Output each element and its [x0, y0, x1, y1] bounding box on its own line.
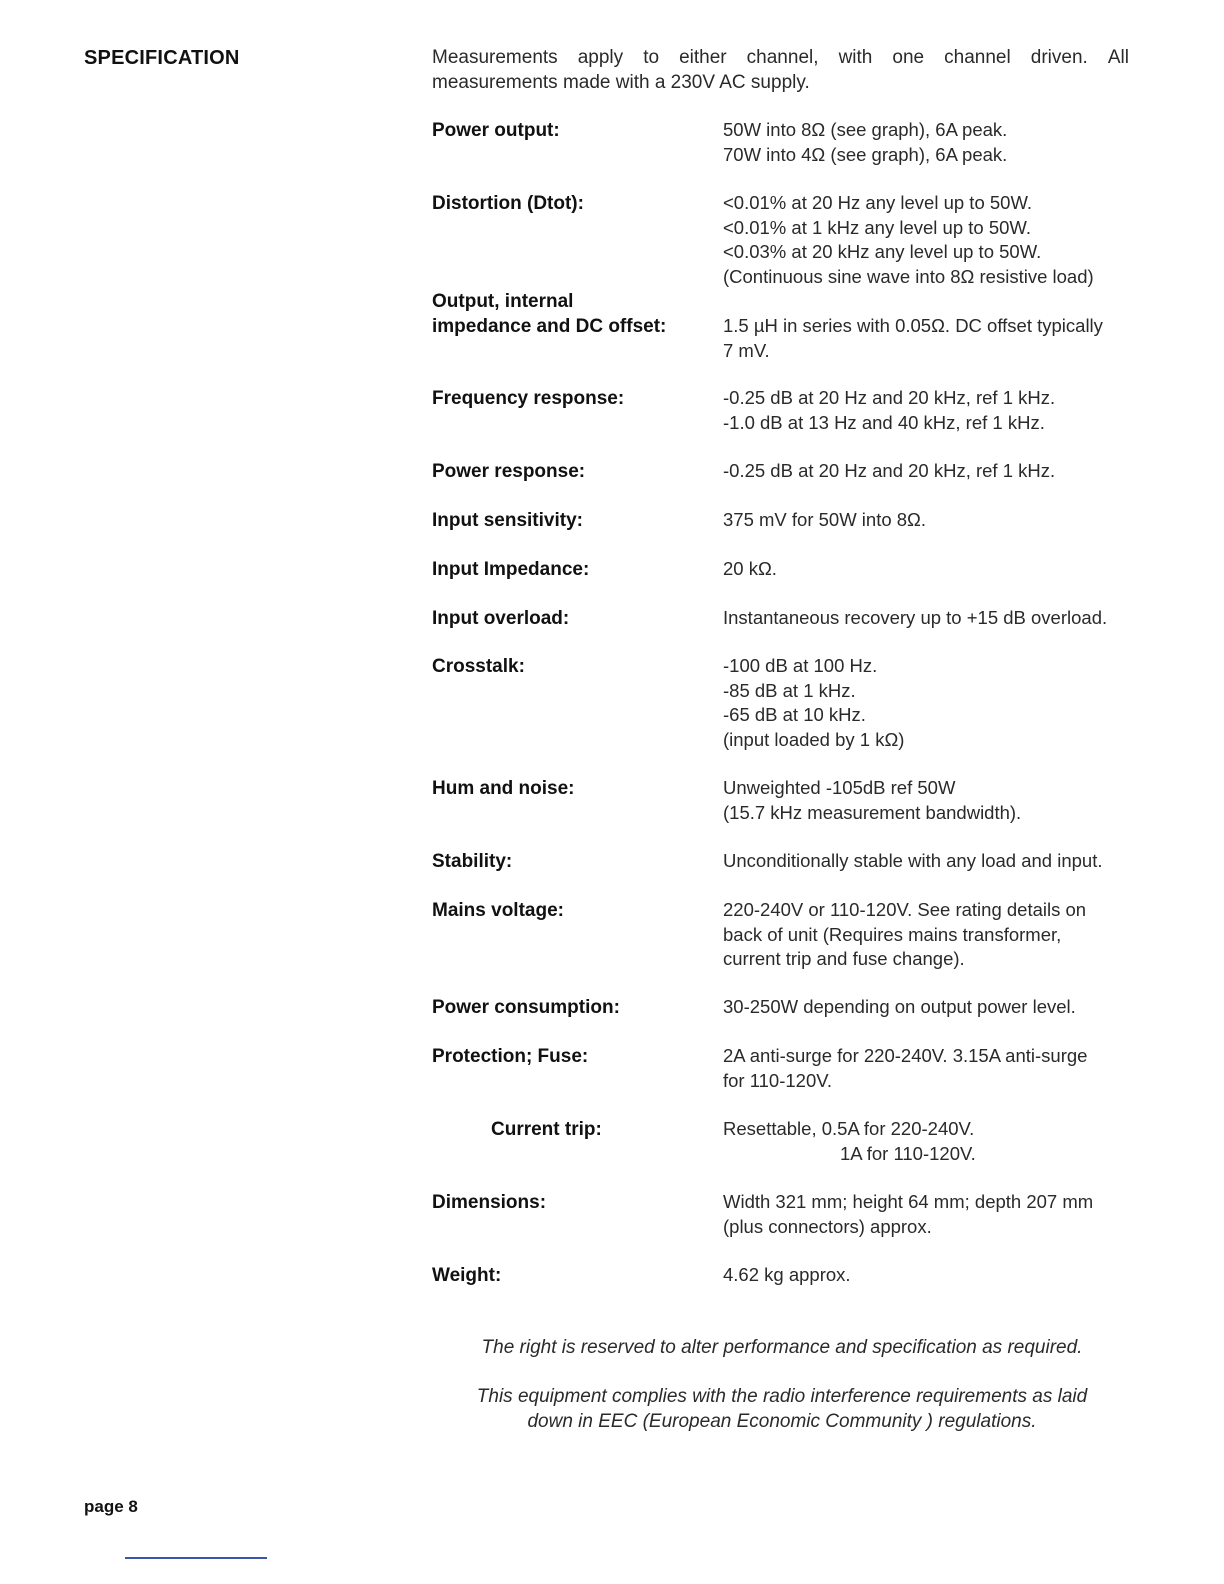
spec-value: 2A anti-surge for 220-240V. 3.15A anti-surge for 110-120V.	[723, 1045, 1088, 1091]
spec-label: Power output:	[432, 120, 560, 141]
spec-label: Dimensions:	[432, 1192, 547, 1213]
intro-word: either	[679, 47, 727, 68]
intro-word: channel	[944, 47, 1011, 68]
spec-value: Unweighted -105dB ref 50W (15.7 kHz measurement bandwidth).	[723, 777, 1022, 823]
section-title: SPECIFICATION	[84, 47, 240, 69]
spec-value: 375 mV for 50W into 8Ω.	[723, 509, 927, 530]
spec-value: Instantaneous recovery up to +15 dB overload.	[723, 607, 1108, 628]
spec-label: Stability:	[432, 851, 513, 872]
intro-word: channel,	[746, 47, 819, 68]
spec-value: 4.62 kg approx.	[723, 1264, 851, 1285]
intro-word: with	[838, 47, 873, 68]
spec-label: Input overload:	[432, 608, 570, 629]
spec-value: -100 dB at 100 Hz. -85 dB at 1 kHz. -65 dB at 10 kHz. (input loaded by 1 kΩ)	[723, 655, 905, 750]
page-number: page 8	[84, 1497, 138, 1516]
intro-word: Measurements	[432, 47, 558, 68]
spec-label: Power response:	[432, 461, 586, 482]
spec-label: Hum and noise:	[432, 778, 575, 799]
spec-label: Frequency response:	[432, 388, 625, 409]
intro-paragraph	[432, 45, 1129, 95]
intro-word: driven.	[1030, 47, 1088, 68]
spec-value: 220-240V or 110-120V. See rating details on back of unit (Requires mains transformer, current trip and fuse change).	[723, 899, 1087, 969]
spec-value: -0.25 dB at 20 Hz and 20 kHz, ref 1 kHz. -1.0 dB at 13 Hz and 40 kHz, ref 1 kHz.	[723, 387, 1056, 433]
spec-value: <0.01% at 20 Hz any level up to 50W. <0.01% at 1 kHz any level up to 50W. <0.03% at 20 kHz any level up to 50W. (Continuous sine wave into 8Ω resistive load)	[723, 192, 1094, 287]
intro-word: to	[643, 47, 660, 68]
intro-line-1	[432, 45, 1129, 70]
spec-value: 1.5 µH in series with 0.05Ω. DC offset typically 7 mV.	[723, 315, 1103, 361]
spec-label: Protection; Fuse:	[432, 1046, 589, 1067]
spec-value: 50W into 8Ω (see graph), 6A peak. 70W into 4Ω (see graph), 6A peak.	[723, 119, 1008, 165]
intro-word: All	[1107, 47, 1129, 68]
spec-label: Weight:	[432, 1265, 502, 1286]
spec-label: Output, internal impedance and DC offset:	[432, 291, 667, 337]
intro-word: apply	[577, 47, 624, 68]
footer-rule	[125, 1557, 267, 1559]
intro-line-2: measurements made with a 230V AC supply.	[432, 72, 810, 93]
note-reserved-rights: The right is reserved to alter performance and specification as required.	[481, 1337, 1083, 1358]
note-eec-compliance: This equipment complies with the radio interference requirements as laid down in EEC (European Economic Community ) regulations.	[476, 1386, 1088, 1432]
spec-value: 20 kΩ.	[723, 558, 777, 579]
spec-value: Unconditionally stable with any load and input.	[723, 850, 1103, 871]
spec-label: Input Impedance:	[432, 559, 590, 580]
spec-value: -0.25 dB at 20 Hz and 20 kHz, ref 1 kHz.	[723, 460, 1056, 481]
spec-label: Power consumption:	[432, 997, 620, 1018]
spec-value: Resettable, 0.5A for 220-240V. 1A for 110-120V.	[723, 1118, 976, 1164]
spec-value: Width 321 mm; height 64 mm; depth 207 mm (plus connectors) approx.	[723, 1191, 1094, 1237]
spec-label: Mains voltage:	[432, 900, 564, 921]
spec-label: Current trip:	[491, 1119, 602, 1140]
spec-value: 30-250W depending on output power level.	[723, 996, 1076, 1017]
spec-label: Crosstalk:	[432, 656, 525, 677]
intro-word: one	[892, 47, 925, 68]
spec-label: Distortion (Dtot):	[432, 193, 584, 214]
spec-label: Input sensitivity:	[432, 510, 583, 531]
